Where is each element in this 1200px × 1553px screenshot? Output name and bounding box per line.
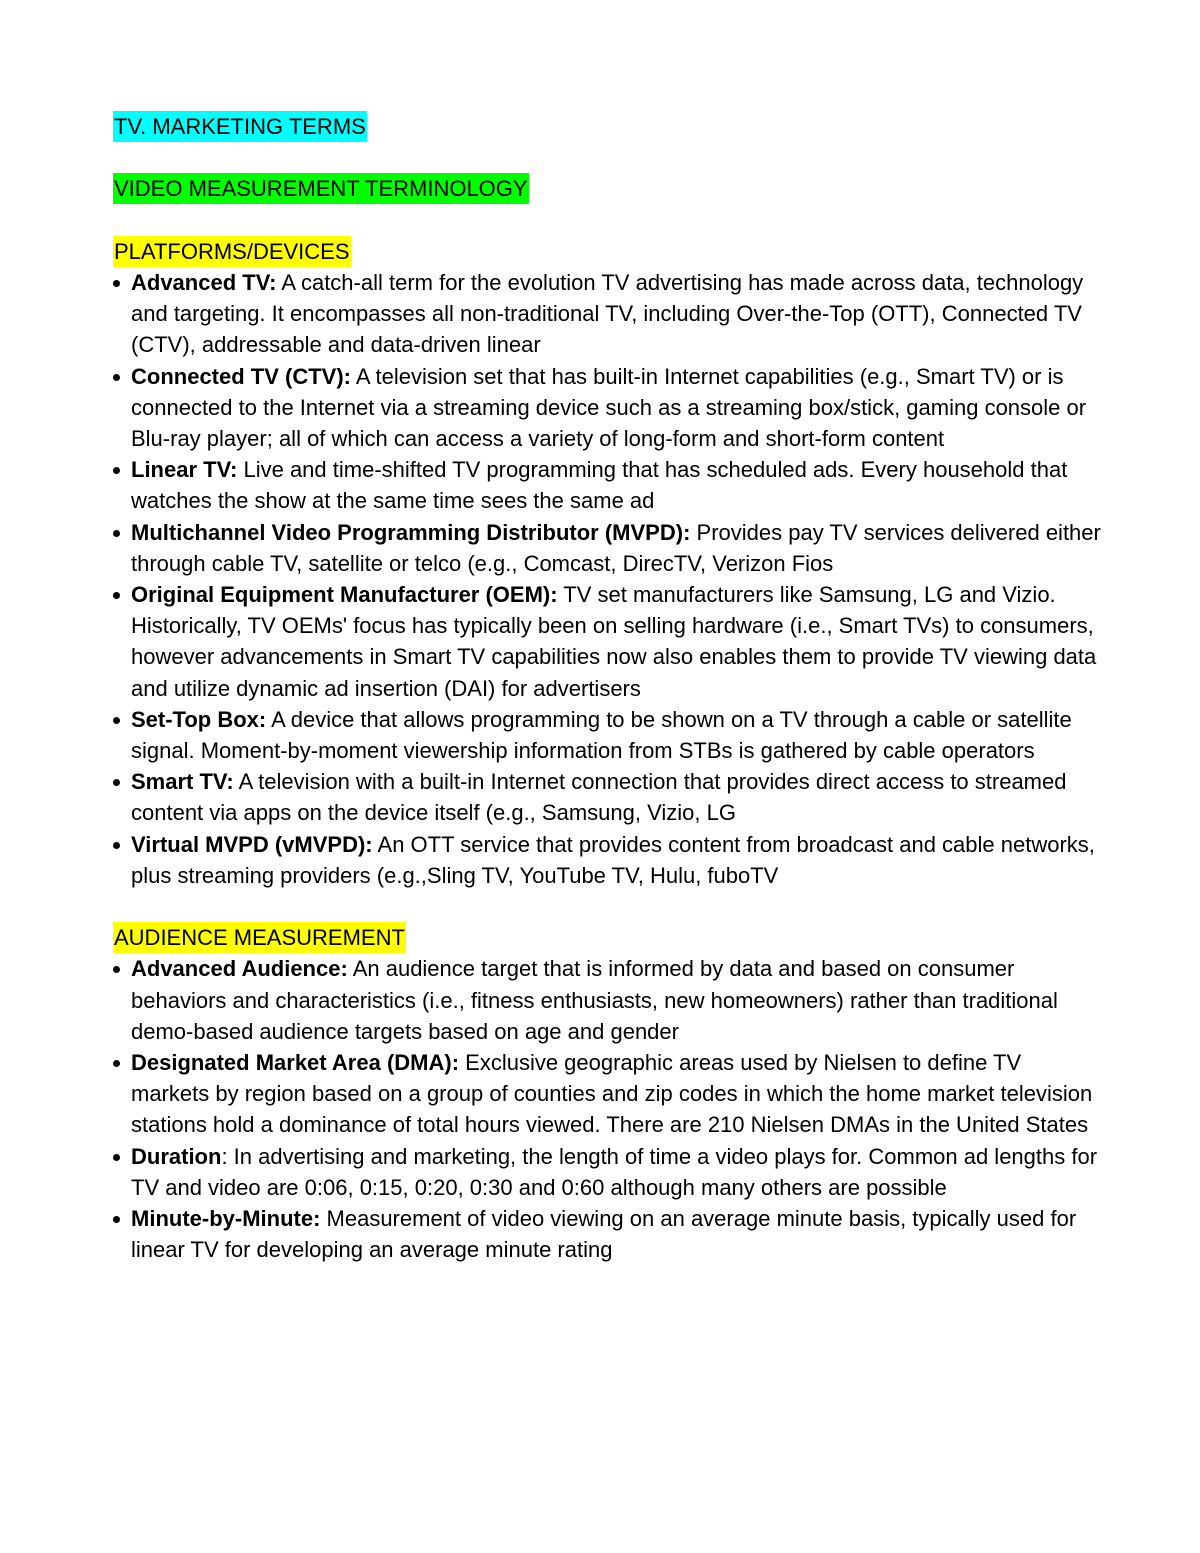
document-subtitle <box>113 173 1103 204</box>
term-label: Set-Top Box: <box>131 706 267 732</box>
list-item <box>113 829 1103 891</box>
document-page <box>113 111 1103 1265</box>
term-definition: An audience target that is informed by data and based on consumer behaviors and characteristics (i.e., fitness enthusiasts, new homeowners) rather than traditional demo-based audience targets based on age and gender <box>131 956 1058 1044</box>
list-item <box>113 517 1103 579</box>
term-label: Smart TV: <box>131 769 234 795</box>
list-item <box>113 454 1103 516</box>
term-label: Original Equipment Manufacturer (OEM): <box>131 582 558 608</box>
term-definition: Exclusive geographic areas used by Nielsen to define TV markets by region based on a group of counties and zip codes in which the home market television stations hold a dominance of total hours viewed. There are 210 Nielsen DMAs in the United States <box>131 1050 1093 1138</box>
bullet-icon <box>113 1060 120 1067</box>
section-audience-measurement <box>113 922 1103 1265</box>
term-definition: Measurement of video viewing on an average minute basis, typically used for linear TV for developing an average minute rating <box>131 1206 1077 1263</box>
document-title <box>113 111 1103 142</box>
term-definition: : In advertising and marketing, the length of time a video plays for. Common ad lengths for TV and video are 0:06, 0:15, 0:20, 0:30 and 0:60 although many others are possible <box>131 1143 1098 1200</box>
bullet-icon <box>113 1216 120 1223</box>
term-definition: A device that allows programming to be shown on a TV through a cable or satellite signal. Moment-by-moment viewership information from STBs is gathered by cable operators <box>131 706 1072 764</box>
bullet-icon <box>113 1154 120 1161</box>
term-definition: A television with a built-in Internet connection that provides direct access to streamed content via apps on the device itself (e.g., Samsung, Vizio, LG <box>131 769 1067 826</box>
bullet-icon <box>113 717 120 724</box>
term-label: Advanced Audience: <box>131 956 348 982</box>
list-item <box>113 579 1103 704</box>
term-label: Connected TV (CTV): <box>131 363 351 389</box>
bullet-icon <box>113 779 120 786</box>
list-item <box>113 1047 1103 1141</box>
list-item <box>113 953 1103 1047</box>
section-heading-text: AUDIENCE MEASUREMENT <box>113 922 406 953</box>
list-item <box>113 766 1103 828</box>
section-heading <box>113 922 1103 953</box>
list-item <box>113 361 1103 455</box>
term-label: Advanced TV: <box>131 269 277 295</box>
term-label: Virtual MVPD (vMVPD): <box>131 831 373 857</box>
term-label: Linear TV: <box>131 457 238 483</box>
term-label: Designated Market Area (DMA): <box>131 1050 460 1076</box>
term-definition: TV set manufacturers like Samsung, LG and Vizio. Historically, TV OEMs' focus has typically been on selling hardware (i.e., Smart TVs) to consumers, however advancements in Smart TV capabilities now also enables them to provide TV viewing data and utilize dynamic ad insertion (DAI) for advertisers <box>131 582 1097 701</box>
section-heading-text: PLATFORMS/DEVICES <box>113 236 351 267</box>
term-definition: A catch-all term for the evolution TV advertising has made across data, technology and targeting. It encompasses all non-traditional TV, including Over-the-Top (OTT), Connected TV (CTV), addressable and data-driven linear <box>131 269 1084 358</box>
bullet-icon <box>113 842 120 849</box>
document-subtitle-text: VIDEO MEASUREMENT TERMINOLOGY <box>113 173 529 204</box>
section-heading <box>113 236 1103 267</box>
bullet-icon <box>113 280 120 287</box>
list-item <box>113 1203 1103 1265</box>
bullet-icon <box>113 374 120 381</box>
term-definition: A television set that has built-in Internet capabilities (e.g., Smart TV) or is connected to the Internet via a streaming device such as a streaming box/stick, gaming console or Blu-ray player; all of which can access a variety of long-form and short-form content <box>131 363 1087 451</box>
bullet-icon <box>113 592 120 599</box>
term-label: Duration <box>131 1143 222 1169</box>
bullet-icon <box>113 966 120 973</box>
document-title-text: TV. MARKETING TERMS <box>113 111 367 142</box>
term-definition: Provides pay TV services delivered either through cable TV, satellite or telco (e.g., Comcast, DirecTV, Verizon Fios <box>131 519 1101 576</box>
list-item <box>113 267 1103 361</box>
term-list <box>113 267 1103 891</box>
list-item <box>113 704 1103 766</box>
term-definition: Live and time-shifted TV programming that has scheduled ads. Every household that watches the show at the same time sees the same ad <box>131 457 1068 514</box>
list-item <box>113 1141 1103 1203</box>
term-list <box>113 953 1103 1265</box>
section-platforms-devices <box>113 236 1103 891</box>
term-definition: An OTT service that provides content from broadcast and cable networks, plus streaming providers (e.g.,Sling TV, YouTube TV, Hulu, fuboTV <box>131 831 1095 888</box>
term-label: Minute-by-Minute: <box>131 1206 321 1232</box>
bullet-icon <box>113 530 120 537</box>
bullet-icon <box>113 467 120 474</box>
term-label: Multichannel Video Programming Distributor (MVPD): <box>131 519 691 545</box>
